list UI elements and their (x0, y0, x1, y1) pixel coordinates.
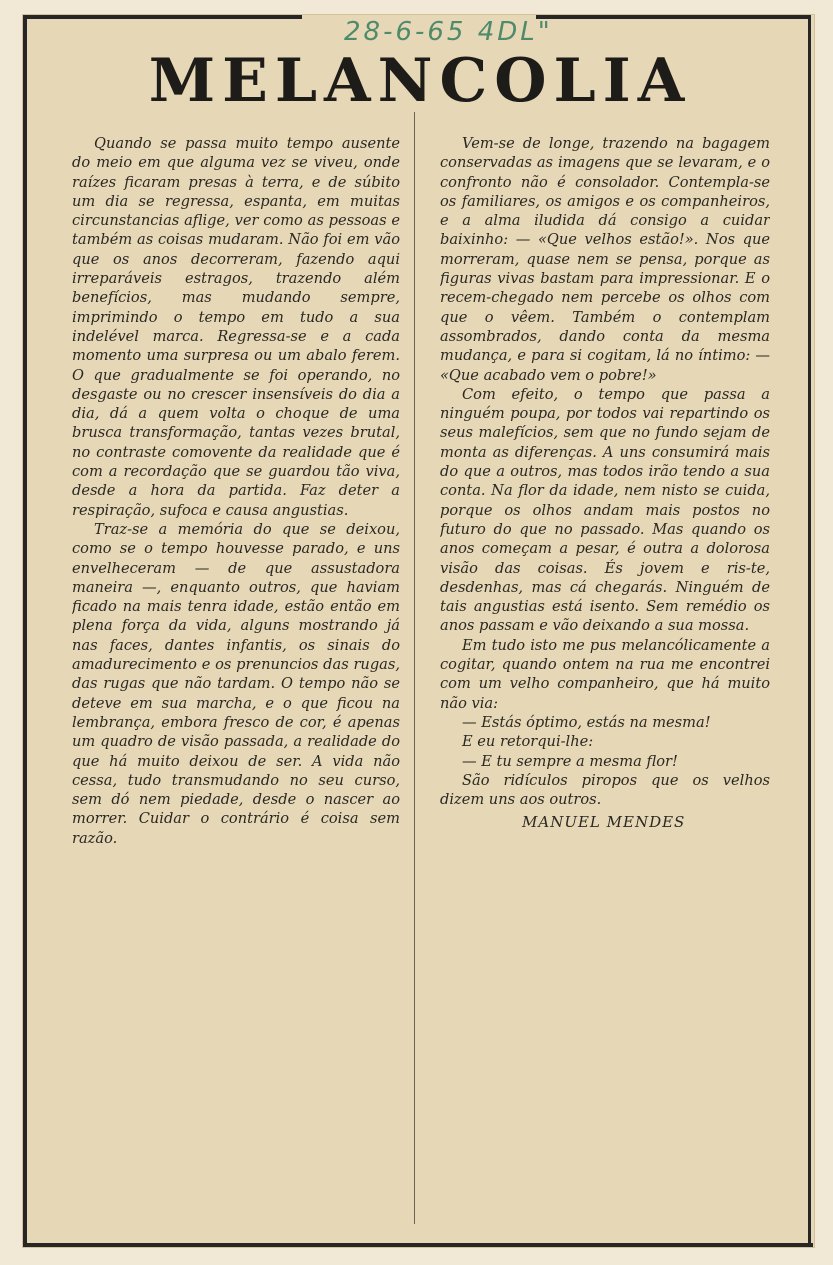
article-headline: MELANCOLIA (148, 46, 692, 116)
paragraph: Com efeito, o tempo que passa a ninguém poupa, por todos vai repartindo os seus malefícios, sem que no fundo sejam de monta as diferenças. A uns consumirá mais do que a outros, mas todos irão tendo a sua conta. Na flor da idade, nem nisto se cuida, porque os olhos andam mais postos no futuro do que no passado. Mas quando os anos começam a pesar, é outra a dolorosa visão das coisas. És jovem e ris-te, desdenhas, mas cá chegarás. Ninguém de tais angustias está isento. Sem remédio os anos passam e vão deixando a sua mossa. (440, 385, 770, 635)
bottom-border (23, 1243, 813, 1247)
right-column (440, 134, 770, 1224)
dialogue-line: E eu retorqui-lhe: (462, 733, 594, 751)
left-border (23, 15, 27, 1245)
dialogue-line: — Estás óptimo, estás na mesma! (462, 713, 711, 731)
paragraph: Quando se passa muito tempo ausente do meio em que alguma vez se viveu, onde raízes ficaram presas à terra, e de súbito um dia se regressa, espanta, em muitas circunstancias aflige, ver como as pessoas e também as coisas mudaram. Não foi em vão que os anos decorreram, fazendo aqui irreparáveis estragos, trazendo além benefícios, mas mudando sempre, imprimindo o tempo em tudo a sua indelével marca. Regressa-se e a cada momento uma surpresa ou um abalo ferem. O que gradualmente se foi operando, no desgaste ou no crescer insensíveis do dia a dia, dá a quem volta o choque de uma brusca transformação, tantas vezes brutal, no contraste comovente da realidade que é com a recordação que se guardou tão viva, desde a hora da partida. Faz deter a respiração, sufoca e causa angustias. (72, 135, 400, 519)
author-byline: MANUEL MENDES (522, 813, 686, 832)
paragraph: Traz-se a memória do que se deixou, como se o tempo houvesse parado, e uns envelheceram — de que assustadora maneira —, enquanto outros, que haviam ficado na mais tenra idade, estão então em plena força da vida, alguns mostrando já nas faces, dantes infantis, os sinais do amadurecimento e os prenuncios das rugas, das rugas que não tardam. O tempo não se deteve em sua marcha, e o que ficou na lembrança, embora fresco de cor, é apenas um quadro de visão passada, a realidade do que há muito deixou de ser. A vida não cessa, tudo transmudando no seu curso, sem dó nem piedade, desde o nascer ao morrer. Cuidar o contrário é coisa sem razão. (72, 520, 400, 847)
paragraph: Vem-se de longe, trazendo na bagagem conservadas as imagens que se levaram, e o confronto não é consolador. Contempla-se os familiares, os amigos e os companheiros, e a alma iludida dá consigo a cuidar baixinho: — «Que velhos estão!». Nos que morreram, quase nem se pensa, porque as figuras vivas bastam para impressionar. E o recem-chegado nem percebe os olhos com que o vêem. Também o contemplam assombrados, dando conta da mesma mudança, e para si cogitam, lá no íntimo: — «Que acabado vem o pobre!» (440, 135, 770, 384)
dialogue-line: — E tu sempre a mesma flor! (462, 752, 678, 770)
paragraph: São ridículos piropos que os velhos dizem uns aos outros. (440, 771, 770, 809)
handwritten-date-annotation: 28-6-65 4DL" (344, 17, 553, 47)
left-column (72, 134, 400, 1224)
top-border-left (26, 15, 302, 19)
paragraph: Em tudo isto me pus melancólicamente a cogitar, quando ontem na rua me encontrei com um velho companheiro, que há muito não via: (440, 636, 770, 712)
column-divider (414, 112, 415, 1224)
right-border (808, 15, 811, 1245)
